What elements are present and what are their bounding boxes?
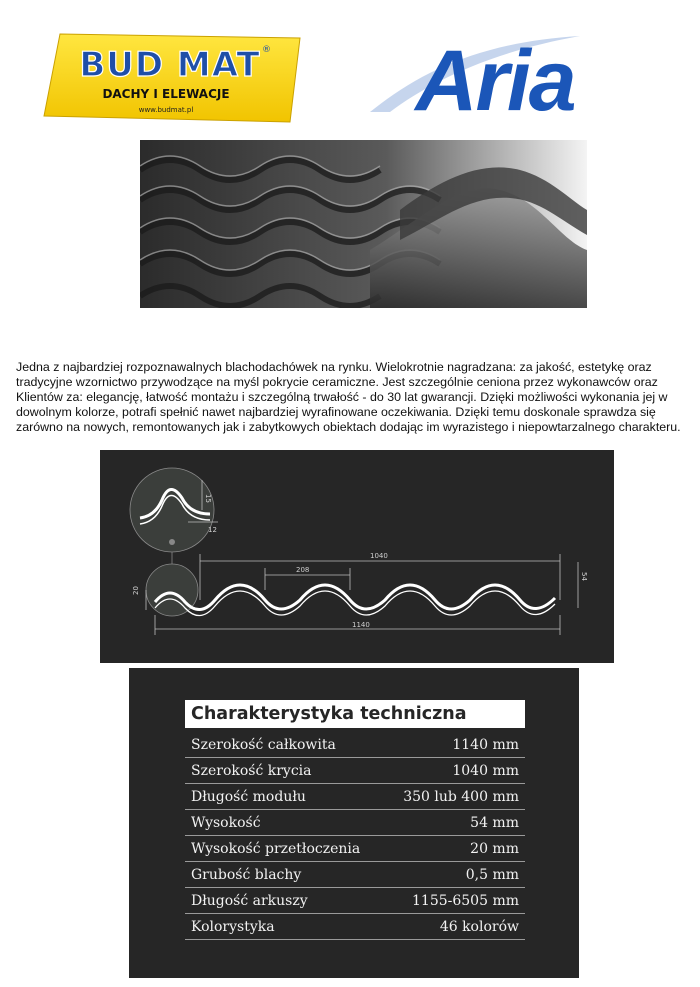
spec-row <box>185 758 525 784</box>
spec-label: Szerokość całkowita <box>191 737 336 753</box>
spec-value: 54 mm <box>470 815 519 831</box>
budmat-registered: ® <box>262 45 271 55</box>
budmat-url: www.budmat.pl <box>138 106 194 114</box>
spec-value: 350 lub 400 mm <box>403 789 519 805</box>
spec-row <box>185 784 525 810</box>
budmat-brand: BUD MAT <box>79 45 261 85</box>
roof-tile-photo <box>140 140 587 308</box>
spec-label: Kolorystyka <box>191 919 275 935</box>
spec-label: Wysokość przetłoczenia <box>191 841 361 857</box>
spec-label: Grubość blachy <box>191 867 302 883</box>
dim-208: 208 <box>296 566 310 574</box>
dim-20: 20 <box>132 586 140 595</box>
spec-value: 1040 mm <box>452 763 519 779</box>
dim-54: 54 <box>580 572 588 581</box>
budmat-tagline: DACHY I ELEWACJE <box>102 87 230 101</box>
aria-logo <box>360 32 630 124</box>
dim-1140: 1140 <box>352 621 370 629</box>
spec-panel <box>129 668 579 978</box>
spec-row <box>185 862 525 888</box>
spec-row <box>185 732 525 758</box>
spec-label: Długość modułu <box>191 789 306 805</box>
dim-1040: 1040 <box>370 552 388 560</box>
spec-value: 1140 mm <box>452 737 519 753</box>
aria-brand: Aria <box>415 33 575 124</box>
spec-value: 0,5 mm <box>465 867 519 883</box>
spec-value: 20 mm <box>470 841 519 857</box>
spec-row <box>185 810 525 836</box>
profile-technical-drawing <box>100 450 614 663</box>
spec-label: Długość arkuszy <box>191 893 308 909</box>
spec-value: 46 kolorów <box>439 919 519 935</box>
spec-label: Wysokość <box>191 815 261 831</box>
product-description: Jedna z najbardziej rozpoznawalnych blachodachówek na rynku. Wielokrotnie nagradzana: za jakość, estetykę oraz tradycyjne wzornictwo przywodzące na myśl pokrycie ceramiczne. Jest szczególnie ceniona przez wykonawców oraz Klientów za: elegancję, łatwość montażu i szczególną trwałość - do 30 lat gwarancji. Dzięki możliwości wykonania jej w dowolnym kolorze, potrafi spełnić nawet najbardziej wyrafinowane oczekiwania. Dzięki temu doskonale sprawdza się zarówno na nowych, remontowanych jak i zabytkowych obiektach dodając im wyrazistego i niepowtarzalnego charakteru. <box>16 360 681 434</box>
spec-row <box>185 888 525 914</box>
dim-15: 15 <box>204 494 212 503</box>
spec-label: Szerokość krycia <box>191 763 312 779</box>
spec-row <box>185 914 525 940</box>
spec-row <box>185 836 525 862</box>
budmat-logo <box>42 30 304 126</box>
spec-title: Charakterystyka techniczna <box>185 700 525 728</box>
spec-value: 1155-6505 mm <box>412 893 519 909</box>
dim-12: 12 <box>208 526 217 534</box>
